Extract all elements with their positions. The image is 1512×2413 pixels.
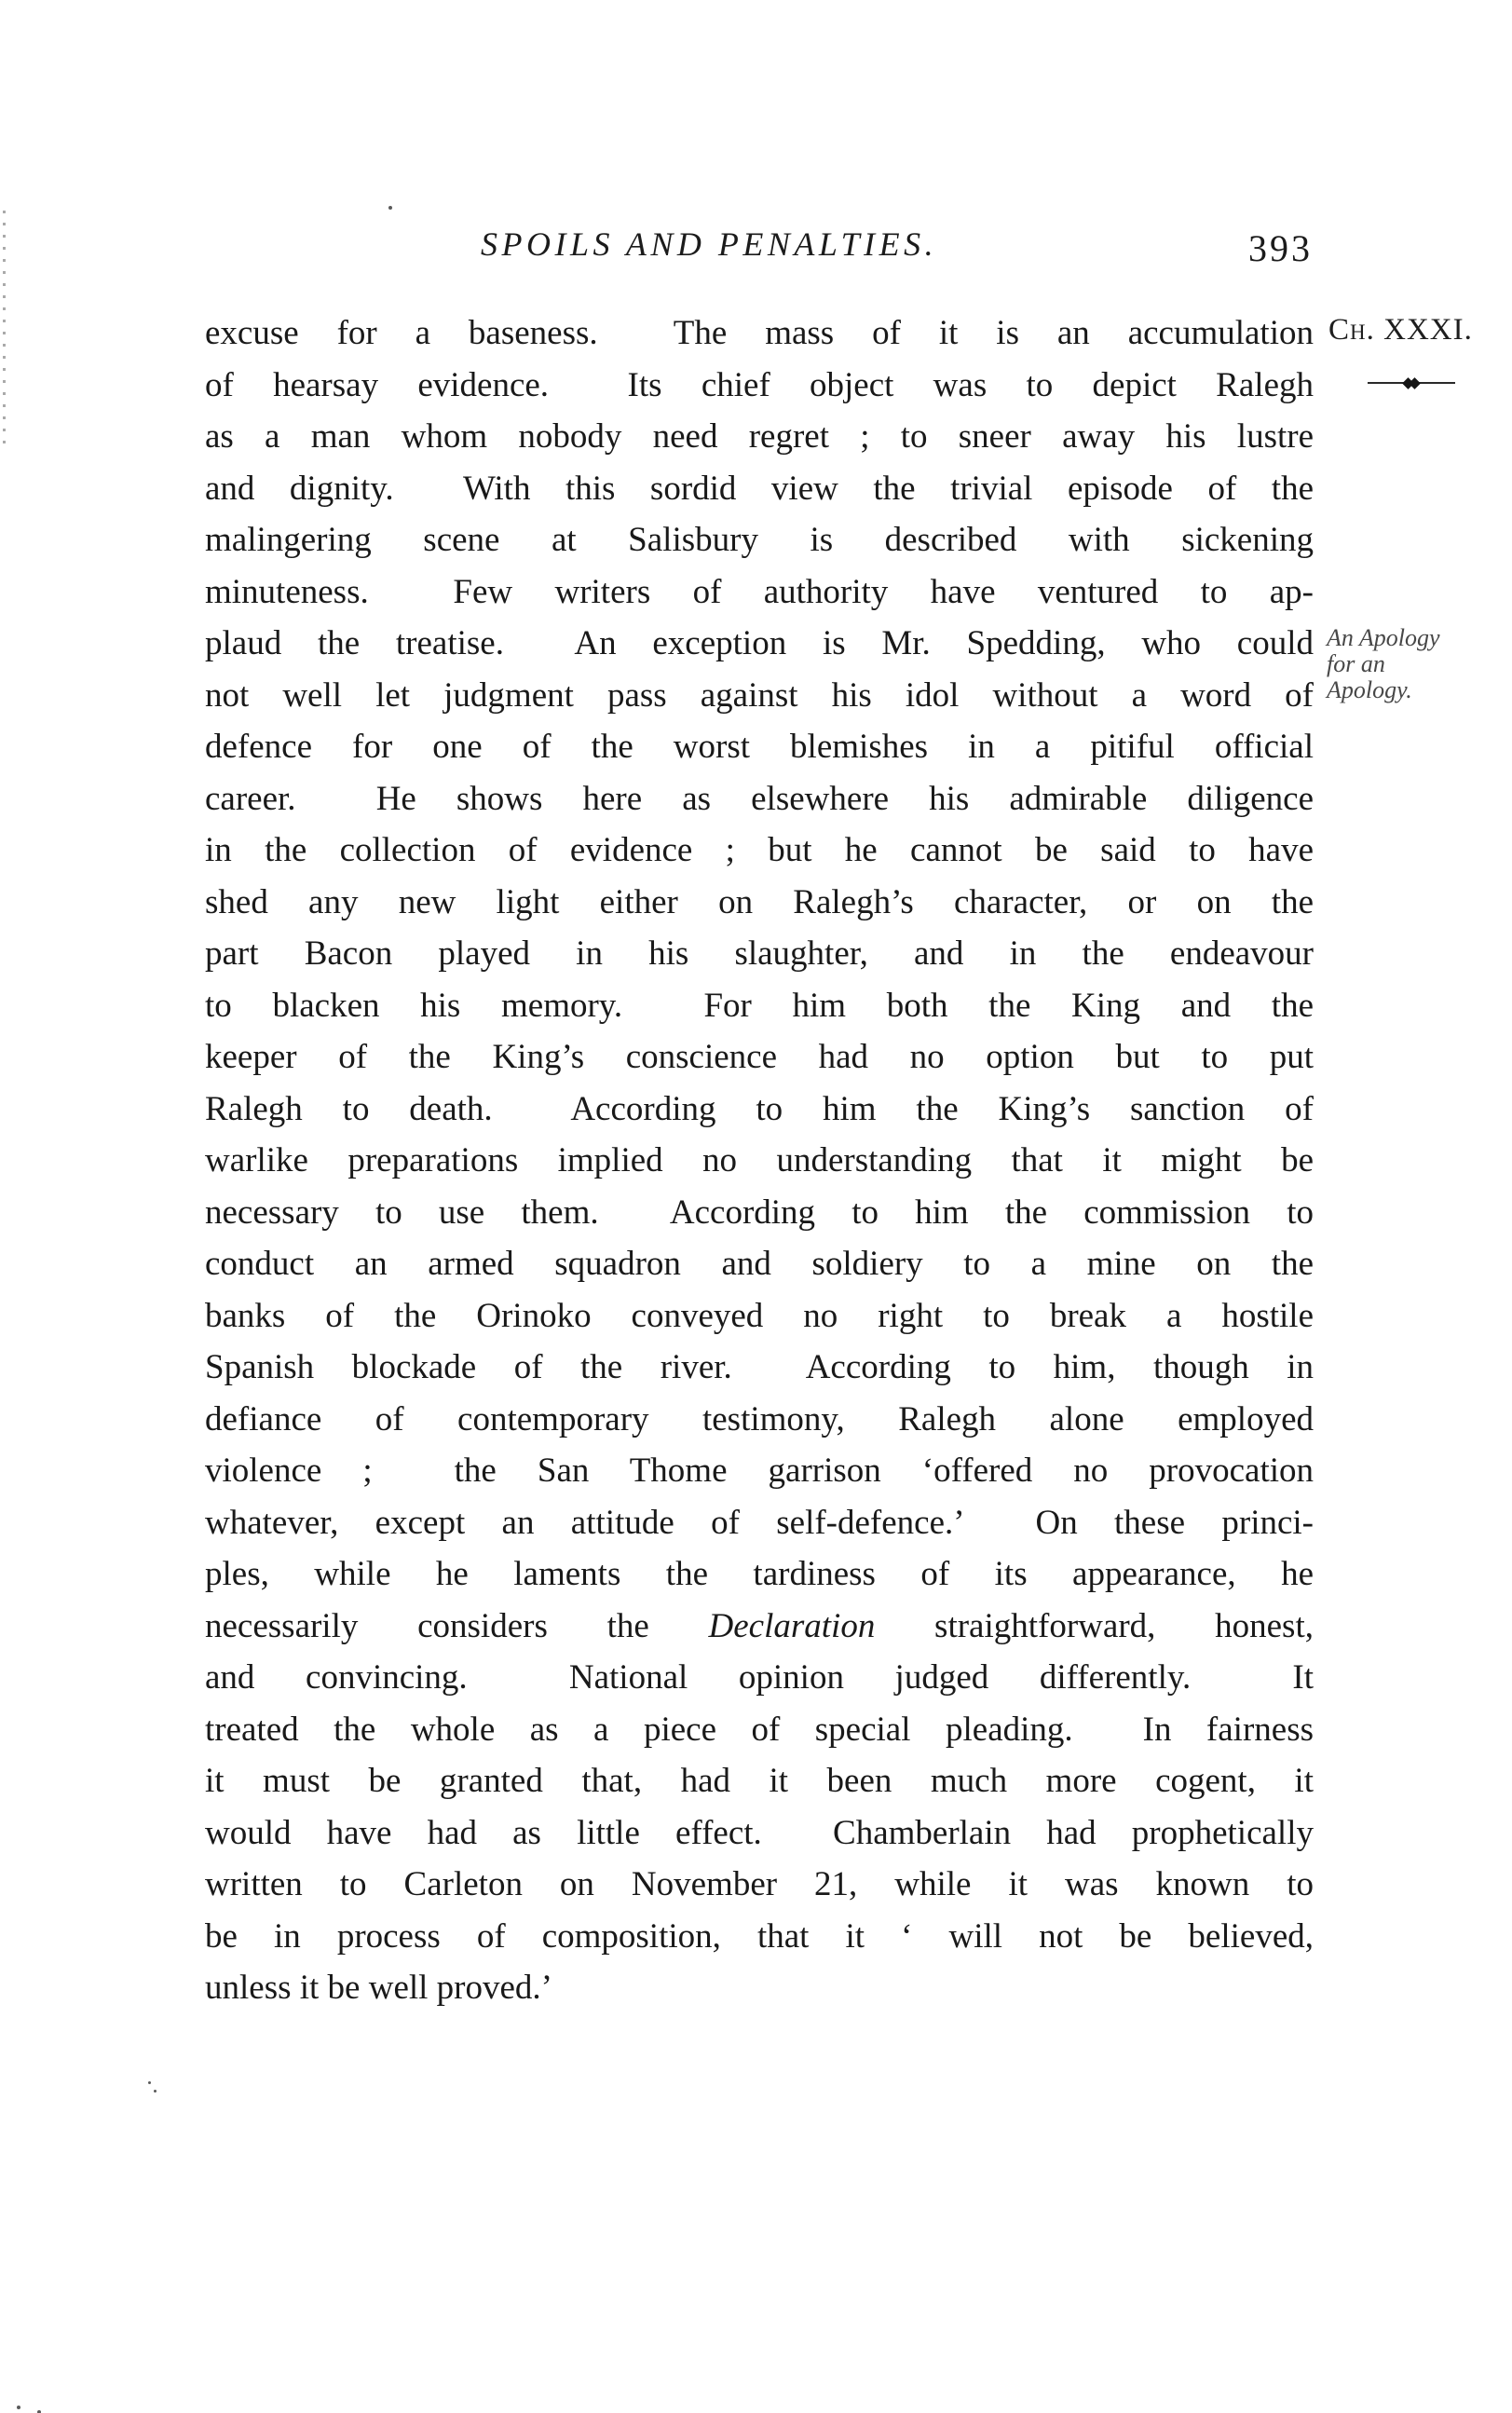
ornament-rule-left [1368,382,1405,384]
text-line: banks of the Orinoko conveyed no right to break a hostile [205,1296,1314,1335]
text-line: excuse for a baseness. The mass of it is an accumulation [205,314,1314,352]
text-line: as a man whom nobody need regret ; to sneer away his lustre [205,417,1314,456]
page-number: 393 [1248,227,1313,269]
text-line: warlike preparations implied no understanding that it might be [205,1141,1314,1179]
text-line: necessary to use them. According to him the commission to [205,1193,1314,1232]
scan-artifact [388,206,392,210]
body-text [205,307,1314,2014]
text-line: conduct an armed squadron and soldiery to a mine on the [205,1245,1314,1283]
side-note-line: Apology. [1327,676,1412,703]
text-line: plaud the treatise. An exception is Mr. Spedding, who could [205,624,1314,662]
diamond-rule-icon [1368,375,1455,390]
text-line: defence for one of the worst blemishes in a pitiful official [205,728,1314,766]
text-line: Spanish blockade of the river. According to him, though in [205,1348,1314,1386]
text-line: and dignity. With this sordid view the trivial episode of the [205,469,1314,508]
text-line: be in process of composition, that it ‘ will not be believed, [205,1916,1314,1956]
text-line: violence ; the San Thome garrison ‘offered no provocation [205,1452,1314,1490]
text-line: to blacken his memory. For him both the King and the [205,986,1314,1025]
text-line: would have had as little effect. Chamberlain had prophetically [205,1813,1314,1852]
text-line: ples, while he laments the tardiness of its appearance, he [205,1555,1314,1593]
text-line: and convincing. National opinion judged differently. It [205,1658,1314,1697]
text-line: written to Carleton on November 21, while it was known to [205,1865,1314,1903]
scan-artifact [17,2406,20,2409]
text-line: defiance of contemporary testimony, Ralegh alone employed [205,1399,1314,1438]
text-line: keeper of the King’s conscience had no option but to put [205,1038,1314,1076]
text-line: not well let judgment pass against his idol without a word of [205,675,1314,715]
scan-artifact [154,2090,157,2093]
text-line: shed any new light either on Ralegh’s character, or on the [205,882,1314,921]
text-line: part Bacon played in his slaughter, and in the endeavour [205,934,1314,973]
side-note [1327,625,1512,703]
text-line: whatever, except an attitude of self-defence.’ On these princi- [205,1503,1314,1542]
text-line: it must be granted that, had it been much more cogent, it [205,1762,1314,1800]
side-note-line: for an [1327,650,1385,677]
side-note-line: An Apology [1327,624,1440,651]
text-line: Ralegh to death. According to him the King’s sanction of [205,1089,1314,1128]
text-line: in the collection of evidence ; but he cannot be said to have [205,831,1314,869]
text-line: unless it be well proved.’ [205,1969,552,2007]
chapter-margin-note: Ch. XXXI. [1328,313,1473,347]
text-line: malingering scene at Salisbury is described with sickening [205,521,1314,559]
text-line: minuteness. Few writers of authority have ventured to ap- [205,572,1314,611]
ornament-diamond [1409,377,1421,389]
text-line: career. He shows here as elsewhere his admirable diligence [205,779,1314,818]
text-line: treated the whole as a piece of special pleading. In fairness [205,1710,1314,1749]
text-line: necessarily considers the Declaration straightforward, honest, [205,1606,1314,1645]
page-title: SPOILS AND PENALTIES. [481,225,938,263]
text-line: of hearsay evidence. Its chief object was to depict Ralegh [205,365,1314,404]
ornament-rule-right [1418,382,1455,384]
scan-artifact [148,2081,151,2084]
scan-artifact [3,211,6,448]
